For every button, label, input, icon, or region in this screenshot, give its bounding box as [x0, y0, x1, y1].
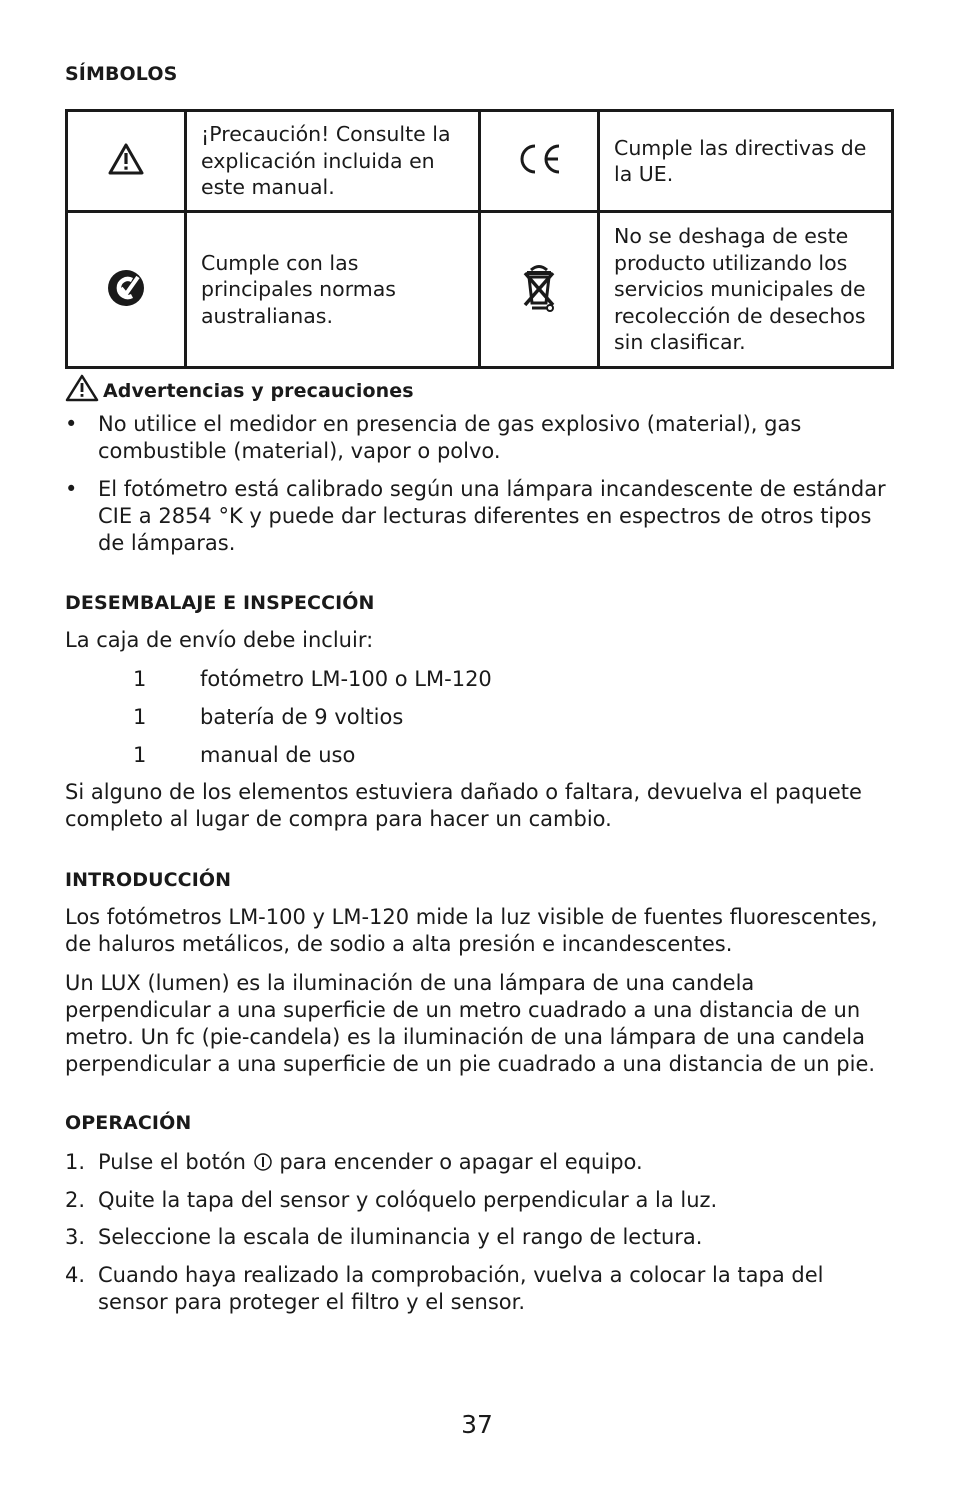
symbol-description: Cumple con las principales normas australianas.	[186, 212, 480, 368]
ce-mark-icon	[515, 142, 563, 176]
warning-triangle-icon	[65, 374, 99, 402]
step-number: 1.	[65, 1150, 86, 1174]
item-name: fotómetro LM-100 o LM-120	[200, 667, 492, 691]
symbol-cell	[67, 111, 186, 212]
page-number: 37	[461, 1410, 493, 1439]
crossed-bin-icon	[522, 261, 556, 315]
unpacking-note: Si alguno de los elementos estuviera dañado o faltara, devuelva el paquete completo al lugar de compra para hacer un cambio.	[65, 780, 862, 831]
item-name: manual de uso	[200, 743, 356, 767]
introduction-paragraph: Los fotómetros LM-100 y LM-120 mide la luz visible de fuentes fluorescentes, de haluros metálicos, de sodio a alta presión e incandescentes.	[65, 905, 878, 956]
step-number: 2.	[65, 1188, 86, 1212]
introduction-heading: INTRODUCCIÓN	[65, 869, 232, 891]
step-text: Quite la tapa del sensor y colóquelo perpendicular a la luz.	[98, 1188, 718, 1212]
c-tick-icon	[106, 268, 146, 308]
item-quantity: 1	[133, 743, 147, 767]
symbol-description: Cumple las directivas de la UE.	[599, 111, 893, 212]
warning-text: No utilice el medidor en presencia de gas explosivo (material), gas combustible (material), vapor o polvo.	[98, 412, 802, 463]
bullet: •	[65, 477, 78, 501]
symbols-row	[67, 212, 893, 368]
item-quantity: 1	[133, 667, 147, 691]
operation-heading: OPERACIÓN	[65, 1112, 192, 1134]
symbol-cell	[67, 212, 186, 368]
item-quantity: 1	[133, 705, 147, 729]
symbols-heading: SÍMBOLOS	[65, 63, 178, 85]
step-text	[98, 1149, 893, 1176]
power-button-icon	[253, 1152, 273, 1172]
unpacking-heading: DESEMBALAJE E INSPECCIÓN	[65, 592, 375, 614]
introduction-paragraph: Un LUX (lumen) es la iluminación de una lámpara de una candela perpendicular a una superficie de un metro cuadrado a una distancia de un metro. Un fc (pie-candela) es la iluminación de una lámpara de una candela perpendicular a una superficie de un pie cuadrado a una distancia de un pie.	[65, 971, 876, 1076]
symbol-description: ¡Precaución! Consulte la explicación incluida en este manual.	[186, 111, 480, 212]
warning-text: El fotómetro está calibrado según una lámpara incandescente de estándar CIE a 2854 °K y puede dar lecturas diferentes en espectros de otros tipos de lámparas.	[98, 477, 886, 555]
symbol-cell	[480, 212, 599, 368]
symbols-table	[65, 109, 894, 369]
bullet: •	[65, 412, 78, 436]
step-text-after: para encender o apagar el equipo.	[272, 1150, 643, 1174]
warnings-heading-line	[65, 374, 414, 402]
symbol-cell	[480, 111, 599, 212]
step-text-before: Pulse el botón	[98, 1150, 253, 1174]
unpacking-intro: La caja de envío debe incluir:	[65, 628, 374, 652]
step-text: Seleccione la escala de iluminancia y el rango de lectura.	[98, 1225, 703, 1249]
step-text: Cuando haya realizado la comprobación, vuelva a colocar la tapa del sensor para proteger el filtro y el sensor.	[98, 1263, 824, 1314]
item-name: batería de 9 voltios	[200, 705, 404, 729]
step-number: 4.	[65, 1263, 86, 1287]
warnings-heading: Advertencias y precauciones	[103, 380, 414, 402]
symbol-description: No se deshaga de este producto utilizando los servicios municipales de recolección de desechos sin clasificar.	[599, 212, 893, 368]
warning-triangle-icon	[107, 142, 145, 176]
step-number: 3.	[65, 1225, 86, 1249]
symbols-row	[67, 111, 893, 212]
